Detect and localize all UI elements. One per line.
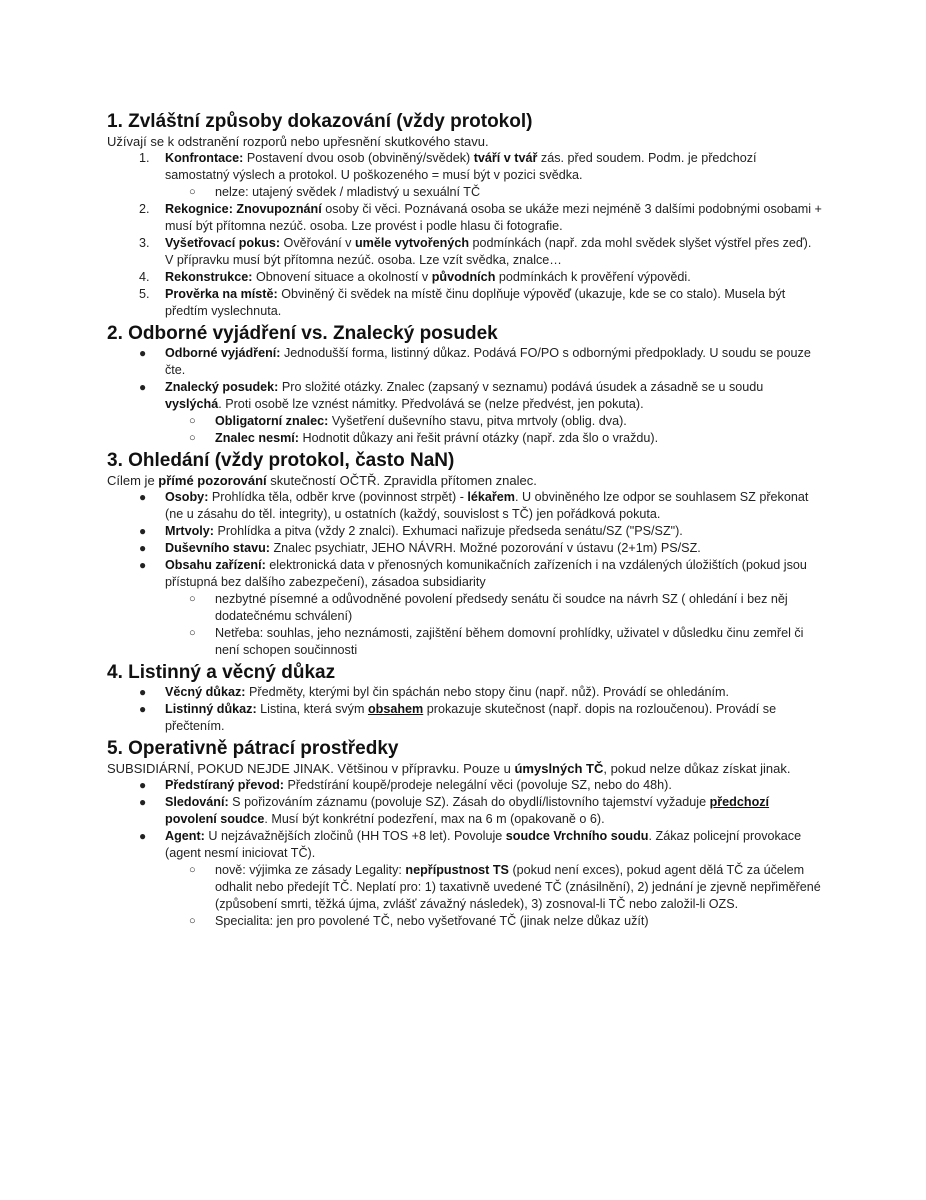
circle-bullet-icon: ○: [189, 627, 196, 639]
list-number: 1.: [139, 151, 150, 165]
list-item-text: Odborné vyjádření: Jednodušší forma, listinný důkaz. Podává FO/PO s odbornými předpoklady. U soudu se pouze čte.: [165, 346, 811, 377]
sub-list-item-text: Znalec nesmí: Hodnotit důkazy ani řešit právní otázky (např. zda šlo o vraždu).: [215, 431, 659, 445]
circle-bullet-icon: ○: [189, 186, 196, 198]
section-heading: 1. Zvláštní způsoby dokazování (vždy protokol): [107, 111, 533, 132]
circle-bullet-icon: ○: [189, 432, 196, 444]
list-item: [107, 201, 822, 235]
list-item-text: Znalecký posudek: Pro složité otázky. Znalec (zapsaný v seznamu) podává úsudek a zásadně se u soudu vyslýchá. Proti osobě lze vznést námitky. Předvolává se (nelze předvést, jen pokuta).: [165, 380, 764, 411]
list-item-text: Osoby: Prohlídka těla, odběr krve (povinnost strpět) - lékařem. U obviněného lze odpor se souhlasem SZ překonat (ne u zásahu do těl. integrity), u ostatních (každý, souvislost s TČ) jen pořádková pokuta.: [165, 490, 809, 521]
sub-list-item: [107, 591, 822, 625]
sub-list-item: [107, 625, 822, 659]
list-item-text: Rekognice: Znovupoznání osoby či věci. Poznávaná osoba se ukáže mezi nejméně 3 dalšími podobnými osobami + musí být přítomna nezúč. osoba. Lze provést i podle hlasu či fotografie.: [165, 202, 822, 233]
list-item: [107, 777, 822, 794]
list-item-text: Konfrontace: Postavení dvou osob (obviněný/svědek) tváří v tvář zás. před soudem. Podm. je předchozí samostatný výslech a protokol. U poškozeného = musí být v pozici svědka.: [165, 151, 757, 182]
section-2: [107, 322, 822, 447]
list-number: 2.: [139, 202, 150, 216]
bullet-icon: ●: [139, 541, 147, 555]
section-heading: 3. Ohledání (vždy protokol, často NaN): [107, 450, 455, 471]
bullet-icon: ●: [139, 346, 147, 360]
bullet-icon: ●: [139, 685, 147, 699]
list-item-text: Obsahu zařízení: elektronická data v přenosných komunikačních zařízeních i na vzdálených úložištích (pokud jsou přístupná bez dalšího zabezpečení), zásadoa subsidiarity: [165, 558, 807, 589]
bullet-icon: ●: [139, 795, 147, 809]
list-item: [107, 489, 822, 523]
list-item: [107, 523, 822, 540]
section-3: [107, 449, 822, 659]
list-item: [107, 557, 822, 591]
circle-bullet-icon: ○: [189, 864, 196, 876]
sub-list-item-text: nelze: utajený svědek / mladistvý u sexuální TČ: [215, 185, 481, 199]
list-item-text: Věcný důkaz: Předměty, kterými byl čin spáchán nebo stopy činu (např. nůž). Provádí se ohledáním.: [165, 685, 729, 699]
list-item-text: Sledování: S pořizováním záznamu (povoluje SZ). Zásah do obydlí/listovního tajemství vyžaduje předchozí povolení soudce. Musí být konkrétní podezření, max na 6 m (opakovaně o 6).: [165, 795, 770, 826]
sub-list-item: [107, 413, 822, 430]
list-item-text: Listinný důkaz: Listina, která svým obsahem prokazuje skutečnost (např. dopis na rozloučenou). Provádí se přečtením.: [165, 702, 777, 733]
section-lead: Cílem je přímé pozorování skutečností OČTŘ. Zpravidla přítomen znalec.: [107, 473, 537, 488]
list-item-text: Rekonstrukce: Obnovení situace a okolností v původních podmínkách k prověření výpovědi.: [165, 270, 691, 284]
section-heading: 5. Operativně pátrací prostředky: [107, 738, 399, 759]
section-heading: 4. Listinný a věcný důkaz: [107, 662, 336, 683]
section-1: [107, 110, 822, 320]
sub-list-item: [107, 430, 822, 447]
bullet-icon: ●: [139, 829, 147, 843]
bullet-icon: ●: [139, 380, 147, 394]
bullet-icon: ●: [139, 490, 147, 504]
list-item: [107, 286, 822, 320]
list-item: [107, 701, 822, 735]
section-lead: SUBSIDIÁRNÍ, POKUD NEJDE JINAK. Většinou v přípravku. Pouze u úmyslných TČ, pokud nelze důkaz získat jinak.: [107, 761, 791, 776]
bullet-icon: ●: [139, 702, 147, 716]
list-item-text: Předstíraný převod: Předstírání koupě/prodeje nelegální věci (povoluje SZ, nebo do 48h).: [165, 778, 672, 792]
circle-bullet-icon: ○: [189, 915, 196, 927]
bullet-icon: ●: [139, 558, 147, 572]
list-item: [107, 235, 822, 269]
bullet-icon: ●: [139, 778, 147, 792]
sub-list-item-text: Obligatorní znalec: Vyšetření duševního stavu, pitva mrtvoly (oblig. dva).: [215, 414, 627, 428]
list-item: [107, 794, 822, 828]
list-item: [107, 828, 822, 862]
document-page: [107, 108, 822, 930]
list-number: 4.: [139, 270, 150, 284]
sub-list-item-text: Specialita: jen pro povolené TČ, nebo vyšetřované TČ (jinak nelze důkaz užít): [215, 914, 649, 928]
section-heading: 2. Odborné vyjádření vs. Znalecký posudek: [107, 323, 498, 344]
bullet-icon: ●: [139, 524, 147, 538]
sub-list-item-text: nezbytné písemné a odůvodněné povolení předsedy senátu či soudce na návrh SZ ( ohledání i bez něj dodatečnému schválení): [215, 592, 788, 623]
section-4: [107, 661, 822, 735]
circle-bullet-icon: ○: [189, 415, 196, 427]
list-number: 3.: [139, 236, 150, 250]
sub-list-item-text: nově: výjimka ze zásady Legality: nepřípustnost TS (pokud není exces), pokud agent dělá TČ za účelem odhalit nebo předejít TČ. Neplatí pro: 1) taxativně uvedené TČ (znásilnění), 2) jednání je zjevně nepřiměřené (způsobení smrti, těžká újma, zvlášť závažný následek), 3) zosnoval-li TČ nebo založil-li OZS.: [215, 863, 821, 911]
list-item: [107, 684, 822, 701]
list-item: [107, 269, 822, 286]
list-number: 5.: [139, 287, 150, 301]
list-item: [107, 150, 822, 184]
sub-list-item: [107, 862, 822, 913]
list-item: [107, 345, 822, 379]
list-item-text: Vyšetřovací pokus: Ověřování v uměle vytvořených podmínkách (např. zda mohl svědek slyšet výstřel přes zeď). V přípravku musí být přítomna nezúč. osoba. Lze vzít svědka, znalce…: [165, 236, 812, 267]
list-item-text: Mrtvoly: Prohlídka a pitva (vždy 2 znalci). Exhumaci nařizuje předseda senátu/SZ ("PS/SZ").: [165, 524, 683, 538]
sub-list-item-text: Netřeba: souhlas, jeho neznámosti, zajištění během domovní prohlídky, uživatel v důsledku činu zemřel či není schopen součinnosti: [215, 626, 804, 657]
list-item-text: Duševního stavu: Znalec psychiatr, JEHO NÁVRH. Možné pozorování v ústavu (2+1m) PS/SZ.: [165, 541, 701, 555]
list-item: [107, 540, 822, 557]
list-item-text: Agent: U nejzávažnějších zločinů (HH TOS +8 let). Povoluje soudce Vrchního soudu. Zákaz policejní provokace (agent nesmí iniciovat TČ).: [165, 829, 802, 860]
section-5: [107, 737, 822, 930]
list-item-text: Prověrka na místě: Obviněný či svědek na místě činu doplňuje výpověď (ukazuje, kde se co stalo). Musela být předtím vyslechnuta.: [165, 287, 786, 318]
section-lead: Užívají se k odstranění rozporů nebo upřesnění skutkového stavu.: [107, 134, 489, 149]
list-item: [107, 379, 822, 413]
sub-list-item: [107, 184, 822, 201]
sub-list-item: [107, 913, 822, 930]
circle-bullet-icon: ○: [189, 593, 196, 605]
